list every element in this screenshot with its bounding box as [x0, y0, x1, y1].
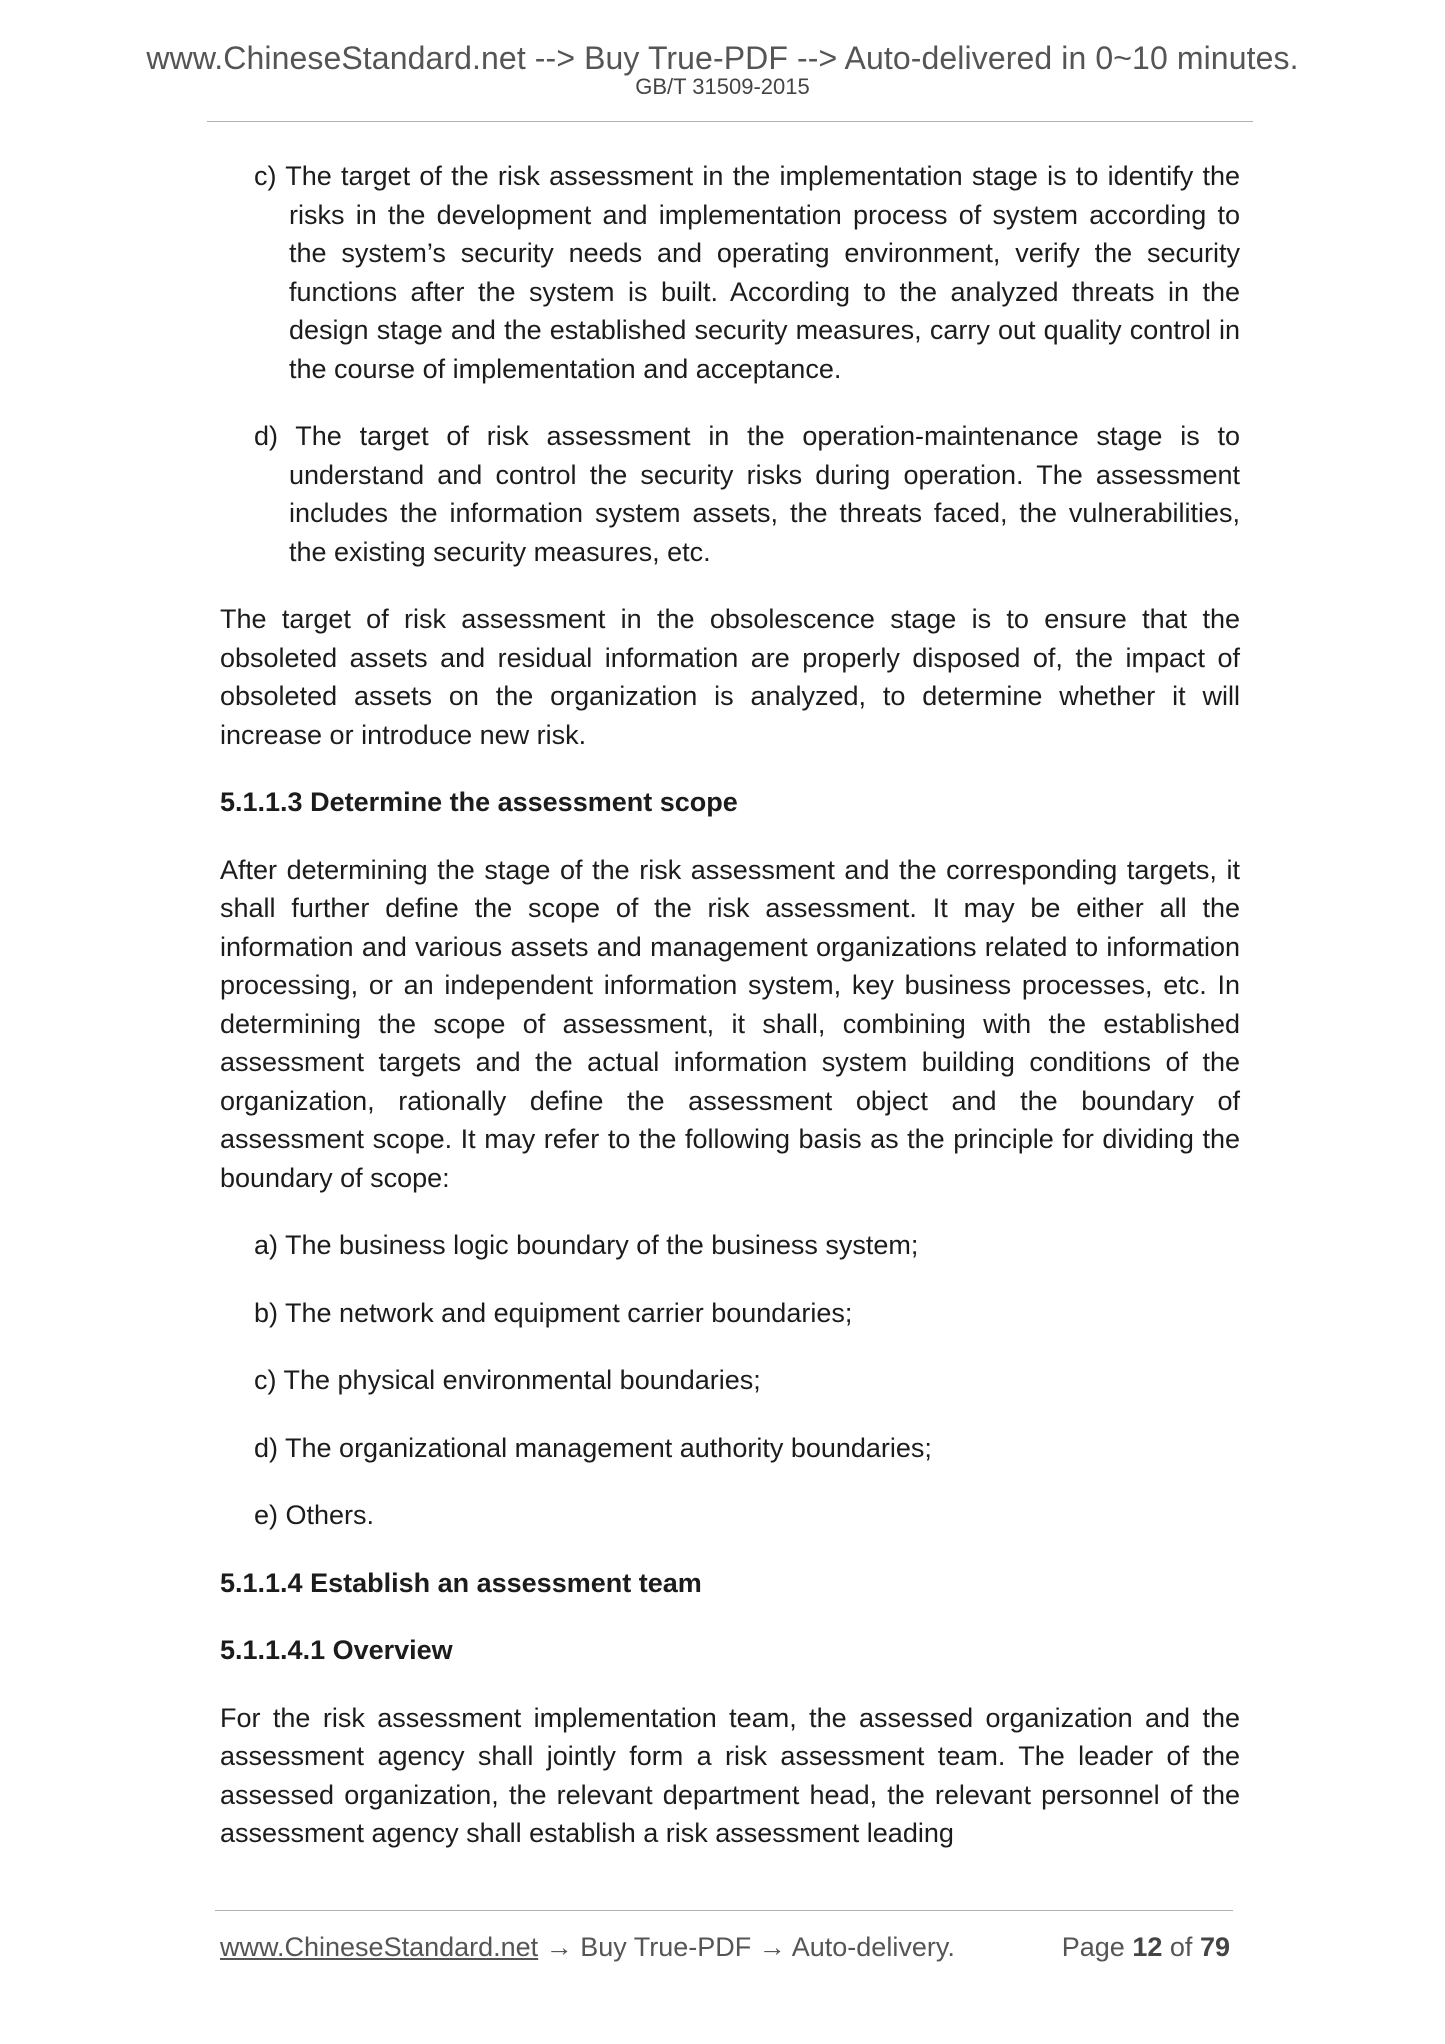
page-footer [220, 1929, 1230, 1965]
section-heading-5113: 5.1.1.3 Determine the assessment scope [220, 787, 738, 817]
footer-divider [215, 1910, 1233, 1911]
scope-list-item: a) The business logic boundary of the business system; [254, 1230, 919, 1260]
section-heading-51141: 5.1.1.4.1 Overview [220, 1635, 453, 1665]
list-item-c: c) The target of the risk assessment in the implementation stage is to identify the risks in the development and implementation process of system according to the system’s security needs and operating environment, verify the security functions after the system is built. According to the analyzed threats in the design stage and the established security measures, carry out quality control in the course of implementation and acceptance. [254, 161, 1240, 384]
promo-banner: www.ChineseStandard.net --> Buy True-PDF --> Auto-delivered in 0~10 minutes. [146, 40, 1299, 76]
scope-list-item: c) The physical environmental boundaries; [254, 1365, 761, 1395]
paragraph-obsolescence: The target of risk assessment in the obsolescence stage is to ensure that the obsoleted assets and residual information are properly disposed of, the impact of obsoleted assets on the organization is analyzed, to determine whether it will increase or introduce new risk. [220, 604, 1240, 750]
scope-list-item: d) The organizational management authority boundaries; [254, 1432, 932, 1463]
page-indicator [1062, 1929, 1230, 1965]
total-pages: 79 [1199, 1932, 1230, 1962]
header-divider [207, 121, 1253, 122]
page-number: 12 [1132, 1932, 1163, 1962]
site-link[interactable]: www.ChineseStandard.net [220, 1932, 539, 1962]
paragraph-team: For the risk assessment implementation team, the assessed organization and the assessment agency shall jointly form a risk assessment team. The leader of the assessed organization, the relevant department head, the relevant personnel of the assessment agency shall establish a risk assessment leading [220, 1702, 1240, 1848]
standard-number: GB/T 31509-2015 [635, 74, 810, 99]
page-label: Page [1061, 1932, 1125, 1962]
footer-left [220, 1929, 955, 1965]
buy-text: → Buy True-PDF → Auto-delivery. [545, 1932, 955, 1962]
paragraph-scope: After determining the stage of the risk assessment and the corresponding targets, it shall further define the scope of the risk assessment. It may be either all the information and various assets and management organizations related to information processing, or an independent information system, key business processes, etc. In determining the scope of assessment, it shall, combining with the established assessment targets and the actual information system building conditions of the organization, rationally define the assessment object and the boundary of assessment scope. It may refer to the following basis as the principle for dividing the boundary of scope: [220, 854, 1240, 1193]
scope-list-item: e) Others. [254, 1500, 375, 1530]
page-content [220, 157, 1240, 1853]
scope-list-item: b) The network and equipment carrier boundaries; [254, 1297, 853, 1328]
section-heading-5114: 5.1.1.4 Establish an assessment team [220, 1567, 702, 1598]
list-item-d: d) The target of risk assessment in the operation-maintenance stage is to understand and control the security risks during operation. The assessment includes the information system assets, the threats faced, the vulnerabilities, the existing security measures, etc. [254, 421, 1240, 567]
of-label: of [1169, 1932, 1193, 1962]
